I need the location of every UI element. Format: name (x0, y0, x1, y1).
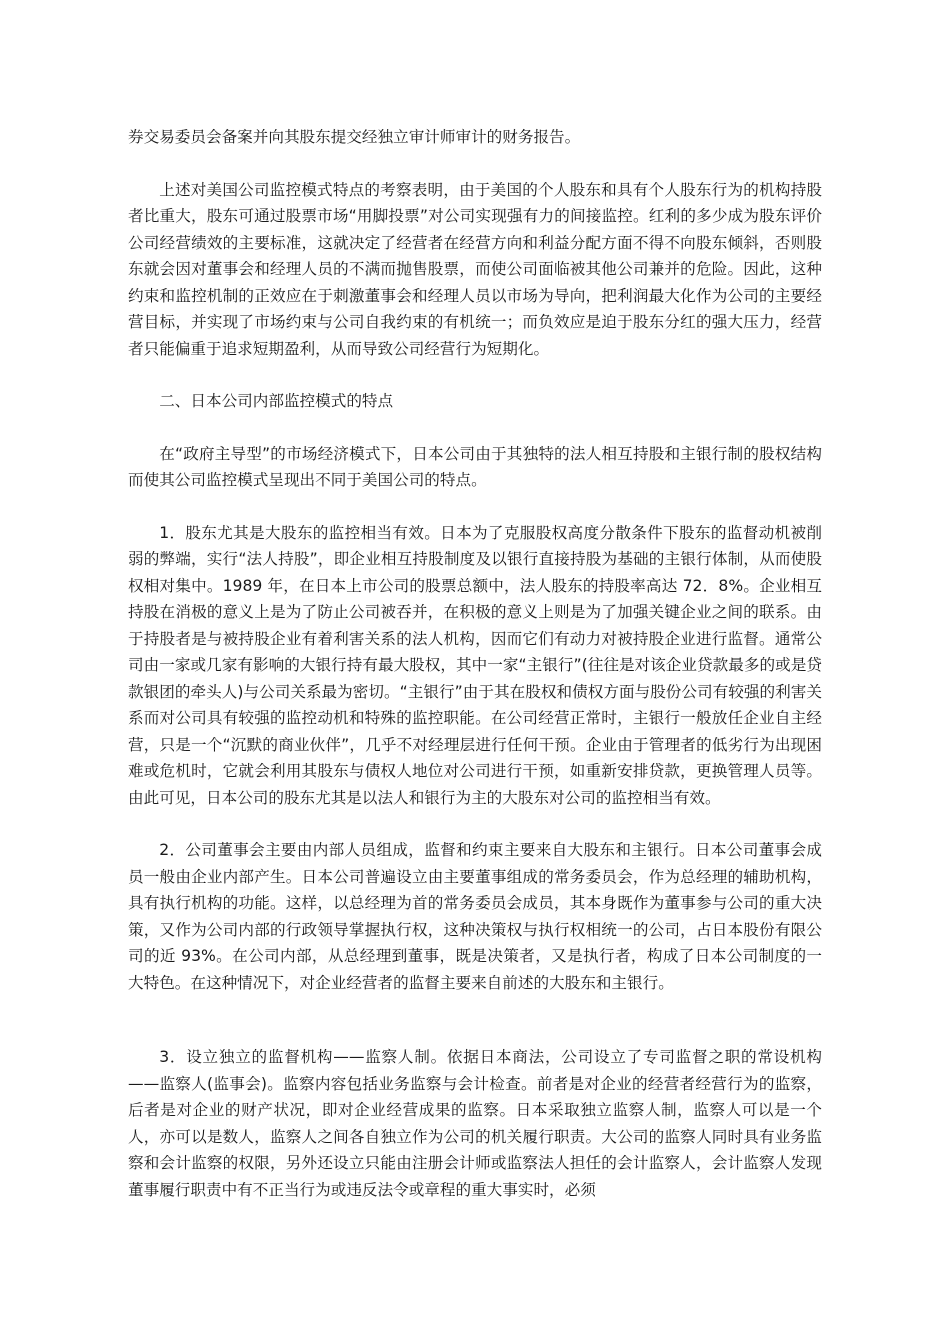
paragraph-gap (128, 494, 822, 520)
paragraph-point-2: 2．公司董事会主要由内部人员组成，监督和约束主要来自大股东和主银行。日本公司董事会成员一般由企业内部产生。日本公司普遍设立由主要董事组成的常务委员会，作为总经理的辅助机构，具有执行机构的功能。这样，以总经理为首的常务委员会成员，其本身既作为董事参与公司的重大决策，又作为公司内部的行政领导掌握执行权，这种决策权与执行权相统一的公司，占日本股份有限公司的近 93%。在公司内部，从总经理到董事，既是决策者，又是执行者，构成了日本公司制度的一大特色。在这种情况下，对企业经营者的监督主要来自前述的大股东和主银行。 (128, 841, 822, 992)
paragraph-point-3: 3．设立独立的监督机构——监察人制。依据日本商法，公司设立了专司监督之职的常设机构——监察人(监事会)。监察内容包括业务监察与会计检查。前者是对企业的经营者经营行为的监察，后者是对企业的财产状况，即对企业经营成果的监察。日本采取独立监察人制，监察人可以是一个人，亦可以是数人，监察人之间各自独立作为公司的机关履行职责。大公司的监察人同时具有业务监察和会计监察的权限，另外还设立只能由注册会计师或监察法人担任的会计监察人，会计监察人发现董事履行职责中有不正当行为或违反法令或章程的重大事实时，必须 (128, 1048, 822, 1199)
paragraph-japan-intro: 在“政府主导型”的市场经济模式下，日本公司由于其独特的法人相互持股和主银行制的股权结构而使其公司监控模式呈现出不同于美国公司的特点。 (128, 444, 822, 489)
paragraph-continuation: 券交易委员会备案并向其股东提交经独立审计师审计的财务报告。 (128, 128, 581, 146)
paragraph-gap (128, 415, 822, 441)
paragraph-gap (128, 151, 822, 177)
document-page (128, 124, 822, 1203)
paragraph-gap (128, 362, 822, 388)
section-heading-japan: 二、日本公司内部监控模式的特点 (159, 392, 394, 410)
paragraph-us-summary: 上述对美国公司监控模式特点的考察表明，由于美国的个人股东和具有个人股东行为的机构持股者比重大，股东可通过股票市场“用脚投票”对公司实现强有力的间接监控。红利的多少成为股东评价公司经营绩效的主要标准，这就决定了经营者在经营方向和利益分配方面不得不向股东倾斜，否则股东就会因对董事会和经理人员的不满而抛售股票，而使公司面临被其他公司兼并的危险。因此，这种约束和监控机制的正效应在于刺激董事会和经理人员以市场为导向，把利润最大化作为公司的主要经营目标，并实现了市场约束与公司自我约束的有机统一；而负效应是迫于股东分红的强大压力，经营者只能偏重于追求短期盈利，从而导致公司经营行为短期化。 (128, 180, 822, 358)
paragraph-gap (128, 811, 822, 837)
paragraph-gap (128, 996, 822, 1044)
paragraph-point-1: 1．股东尤其是大股东的监控相当有效。日本为了克服股权高度分散条件下股东的监督动机被削弱的弊端，实行“法人持股”，即企业相互持股制度及以银行直接持股为基础的主银行体制，从而使股权相对集中。1989 年，在日本上市公司的股票总额中，法人股东的持股率高达 72．8%。企业相互持股在消极的意义上是为了防止公司被吞并，在积极的意义上则是为了加强关键企业之间的联系。由于持股者是与被持股企业有着利害关系的法人机构，因而它们有动力对被持股企业进行监督。通常公司由一家或几家有影响的大银行持有最大股权，其中一家“主银行”(往往是对该企业贷款最多的或是贷款银团的牵头人)与公司关系最为密切。“主银行”由于其在股权和债权方面与股份公司有较强的利害关系而对公司具有较强的监控动机和特殊的监控职能。在公司经营正常时，主银行一般放任企业自主经营，只是一个“沉默的商业伙伴”，几乎不对经理层进行任何干预。企业由于管理者的低劣行为出现困难或危机时，它就会利用其股东与债权人地位对公司进行干预，如重新安排贷款，更换管理人员等。由此可见，日本公司的股东尤其是以法人和银行为主的大股东对公司的监控相当有效。 (128, 523, 822, 807)
